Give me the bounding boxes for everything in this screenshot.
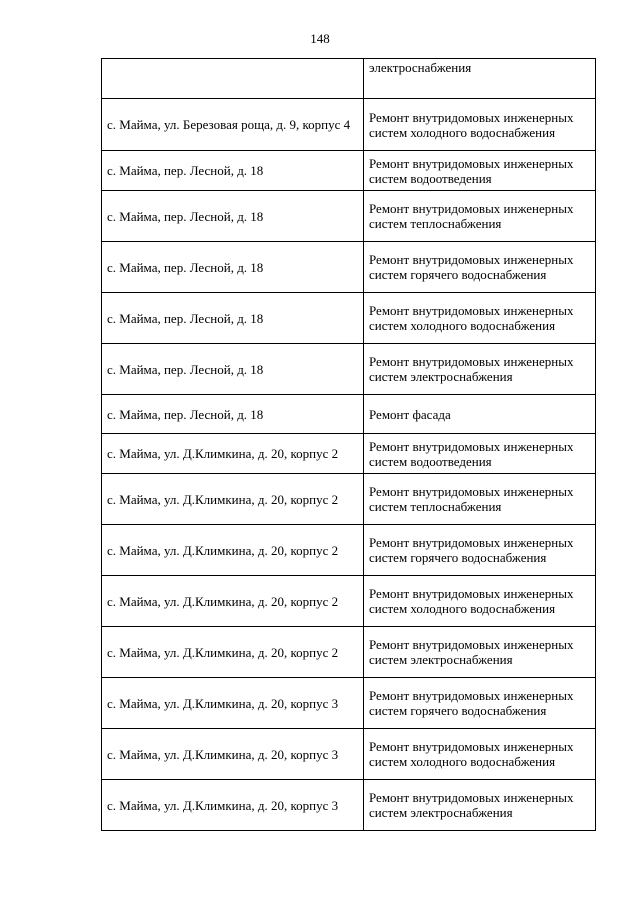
works-table-body	[102, 59, 596, 831]
address-cell: с. Майма, ул. Д.Климкина, д. 20, корпус 2	[102, 434, 364, 474]
address-cell: с. Майма, ул. Д.Климкина, д. 20, корпус 2	[102, 525, 364, 576]
table-row	[102, 344, 596, 395]
address-cell: с. Майма, пер. Лесной, д. 18	[102, 242, 364, 293]
work-cell: Ремонт внутридомовых инженерных систем горячего водоснабжения	[364, 678, 596, 729]
table-row	[102, 729, 596, 780]
address-cell: с. Майма, пер. Лесной, д. 18	[102, 191, 364, 242]
address-cell: с. Майма, ул. Д.Климкина, д. 20, корпус 2	[102, 627, 364, 678]
work-cell: Ремонт внутридомовых инженерных систем холодного водоснабжения	[364, 293, 596, 344]
table-row	[102, 627, 596, 678]
address-cell: с. Майма, ул. Д.Климкина, д. 20, корпус 2	[102, 474, 364, 525]
table-row	[102, 59, 596, 99]
work-cell: Ремонт внутридомовых инженерных систем холодного водоснабжения	[364, 576, 596, 627]
work-cell: Ремонт фасада	[364, 395, 596, 434]
table-row	[102, 395, 596, 434]
table-row	[102, 576, 596, 627]
address-cell: с. Майма, пер. Лесной, д. 18	[102, 151, 364, 191]
address-cell: с. Майма, пер. Лесной, д. 18	[102, 293, 364, 344]
table-row	[102, 99, 596, 151]
table-row	[102, 242, 596, 293]
table-row	[102, 434, 596, 474]
work-cell: электроснабжения	[364, 59, 596, 99]
address-cell	[102, 59, 364, 99]
works-table	[101, 58, 596, 831]
table-row	[102, 474, 596, 525]
address-cell: с. Майма, ул. Д.Климкина, д. 20, корпус 2	[102, 576, 364, 627]
address-cell: с. Майма, пер. Лесной, д. 18	[102, 344, 364, 395]
work-cell: Ремонт внутридомовых инженерных систем теплоснабжения	[364, 474, 596, 525]
work-cell: Ремонт внутридомовых инженерных систем холодного водоснабжения	[364, 99, 596, 151]
work-cell: Ремонт внутридомовых инженерных систем электроснабжения	[364, 780, 596, 831]
work-cell: Ремонт внутридомовых инженерных систем теплоснабжения	[364, 191, 596, 242]
work-cell: Ремонт внутридомовых инженерных систем холодного водоснабжения	[364, 729, 596, 780]
work-cell: Ремонт внутридомовых инженерных систем горячего водоснабжения	[364, 242, 596, 293]
work-cell: Ремонт внутридомовых инженерных систем водоотведения	[364, 151, 596, 191]
table-row	[102, 293, 596, 344]
page-number: 148	[310, 31, 330, 46]
address-cell: с. Майма, пер. Лесной, д. 18	[102, 395, 364, 434]
table-row	[102, 678, 596, 729]
address-cell: с. Майма, ул. Березовая роща, д. 9, корпус 4	[102, 99, 364, 151]
table-row	[102, 525, 596, 576]
work-cell: Ремонт внутридомовых инженерных систем водоотведения	[364, 434, 596, 474]
table-row	[102, 151, 596, 191]
address-cell: с. Майма, ул. Д.Климкина, д. 20, корпус 3	[102, 729, 364, 780]
work-cell: Ремонт внутридомовых инженерных систем электроснабжения	[364, 627, 596, 678]
address-cell: с. Майма, ул. Д.Климкина, д. 20, корпус 3	[102, 780, 364, 831]
work-cell: Ремонт внутридомовых инженерных систем электроснабжения	[364, 344, 596, 395]
table-row	[102, 191, 596, 242]
table-row	[102, 780, 596, 831]
work-cell: Ремонт внутридомовых инженерных систем горячего водоснабжения	[364, 525, 596, 576]
address-cell: с. Майма, ул. Д.Климкина, д. 20, корпус 3	[102, 678, 364, 729]
